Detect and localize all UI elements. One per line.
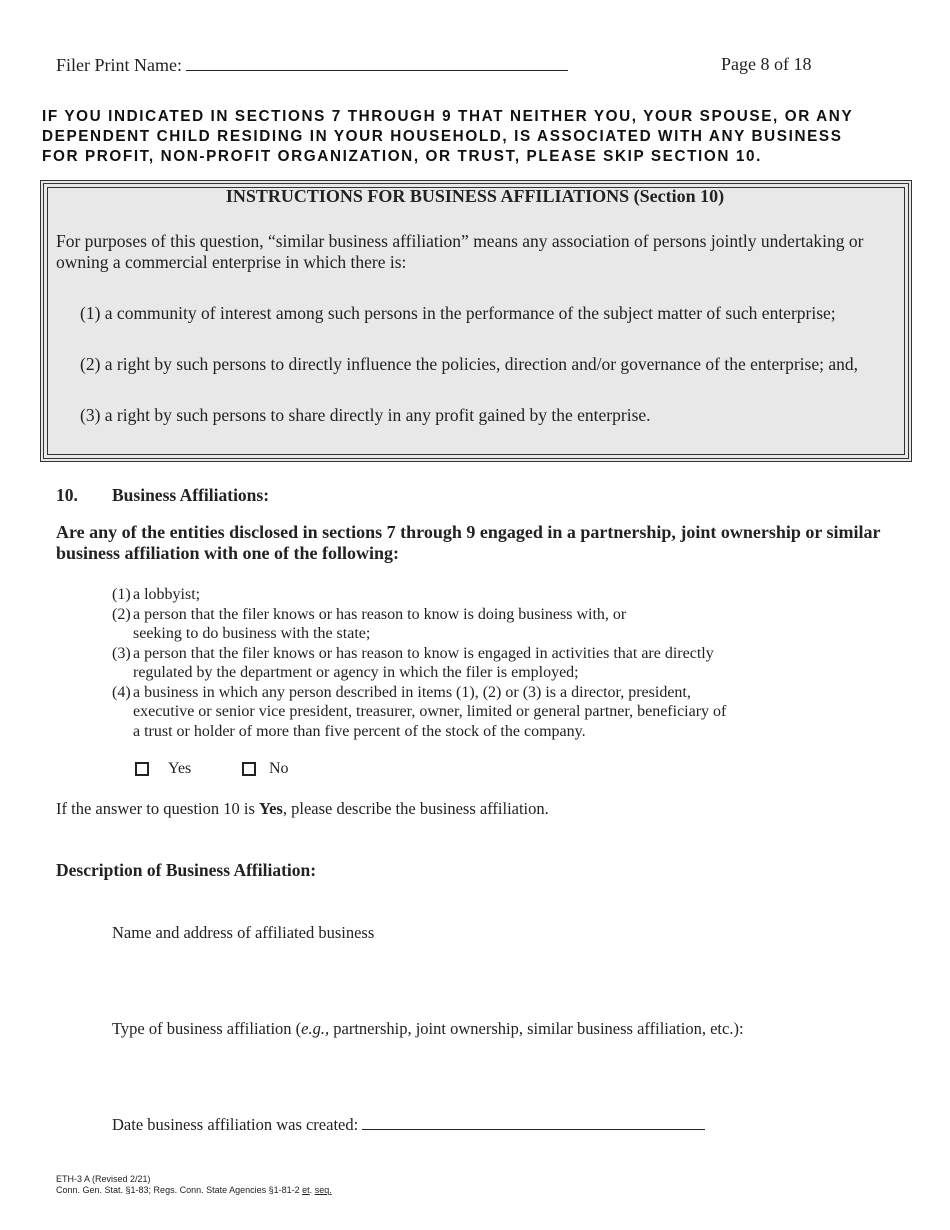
yes-label: Yes [168, 760, 192, 777]
description-title: Description of Business Affiliation: [56, 860, 317, 880]
answer-note-yes: Yes [259, 799, 283, 818]
form-id: ETH-3 A (Revised 2/21) [56, 1174, 151, 1184]
instructions-item: (2) a right by such persons to directly influence the policies, direction and/or governance of the enterprise; and, [80, 354, 858, 374]
list-item-number: (1) [112, 586, 131, 603]
affiliation-list [112, 585, 772, 741]
skip-notice-line: IF YOU INDICATED IN SECTIONS 7 THROUGH 9 THAT NEITHER YOU, YOUR SPOUSE, OR ANY [42, 108, 854, 125]
footer [56, 1174, 332, 1196]
answer-note-text: If the answer to question 10 is [56, 799, 260, 818]
legal-citation [56, 1185, 332, 1196]
list-item-number: (3) [112, 644, 131, 662]
list-item-number: (2) [112, 605, 131, 623]
instructions-title: INSTRUCTIONS FOR BUSINESS AFFILIATIONS (Section 10) [225, 186, 725, 206]
citation-text: . [309, 1185, 315, 1195]
list-item-line: executive or senior vice president, treasurer, owner, limited or general partner, beneficiary of [133, 703, 727, 720]
list-item-line: regulated by the department or agency in which the filer is employed; [133, 664, 579, 681]
list-item-number: (4) [112, 683, 131, 701]
skip-notice-line: DEPENDENT CHILD RESIDING IN YOUR HOUSEHOLD, IS ASSOCIATED WITH ANY BUSINESS [42, 128, 843, 145]
list-item-line: a person that the filer knows or has reason to know is engaged in activities that are directly [133, 644, 714, 662]
section-question: Are any of the entities disclosed in sections 7 through 9 engaged in a partnership, joint ownership or similar business affiliation with one of the following: [56, 522, 881, 563]
list-item [112, 585, 772, 605]
answer-note-text: , please describe the business affiliation. [282, 799, 549, 818]
affiliation-type-text: Type of business affiliation ( [112, 1019, 302, 1038]
citation-seq: seq. [314, 1185, 332, 1195]
list-item [112, 605, 772, 644]
affiliation-type-eg: e.g., [301, 1019, 330, 1038]
list-item-line: a lobbyist; [133, 586, 201, 603]
list-item [112, 644, 772, 683]
affiliation-date-label: Date business affiliation was created: [112, 1115, 359, 1134]
skip-notice [42, 107, 912, 167]
instructions-item: (3) a right by such persons to share directly in any profit gained by the enterprise. [80, 405, 651, 425]
list-item [112, 683, 772, 742]
affiliation-type-label [112, 1019, 744, 1039]
filer-print-name-field[interactable] [186, 54, 568, 71]
instructions-paragraph: For purposes of this question, “similar business affiliation” means any association of persons jointly undertaking or owning a commercial enterprise in which there is: [56, 231, 864, 272]
affiliation-date-field[interactable] [362, 1115, 705, 1130]
section-title: Business Affiliations: [112, 485, 270, 505]
filer-print-name [56, 54, 568, 76]
yes-checkbox[interactable] [135, 762, 149, 776]
list-item-line: a business in which any person described in items (1), (2) or (3) is a director, president, [133, 683, 691, 701]
list-item-line: a person that the filer knows or has reason to know is doing business with, or [133, 605, 627, 623]
affiliated-business-name-label: Name and address of affiliated business [112, 923, 375, 942]
affiliation-type-text: partnership, joint ownership, similar business affiliation, etc.): [329, 1019, 744, 1038]
no-checkbox[interactable] [242, 762, 256, 776]
list-item-line: a trust or holder of more than five percent of the stock of the company. [133, 722, 586, 740]
skip-notice-line: FOR PROFIT, NON-PROFIT ORGANIZATION, OR TRUST, PLEASE SKIP SECTION 10. [42, 148, 762, 165]
no-label: No [269, 760, 289, 777]
citation-text: Conn. Gen. Stat. §1-83; Regs. Conn. State Agencies §1-81-2 [56, 1185, 303, 1195]
citation-et: et [302, 1185, 310, 1195]
affiliation-date [112, 1115, 705, 1135]
list-item-line: seeking to do business with the state; [133, 625, 371, 642]
answer-note [56, 799, 549, 819]
page-indicator: Page 8 of 18 [721, 54, 812, 74]
filer-print-name-label: Filer Print Name: [56, 55, 182, 75]
instructions-item: (1) a community of interest among such persons in the performance of the subject matter of such enterprise; [80, 303, 836, 323]
section-number: 10. [56, 485, 78, 505]
